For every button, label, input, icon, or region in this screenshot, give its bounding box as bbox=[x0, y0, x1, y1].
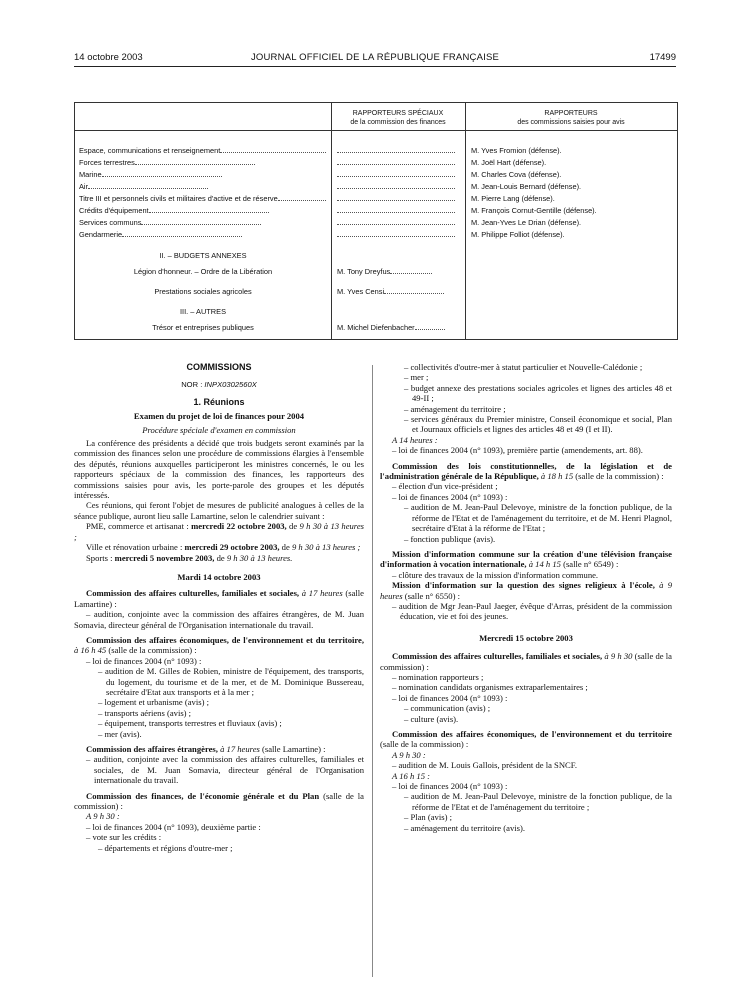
budget-name: Espace, communications et renseignement bbox=[79, 146, 221, 155]
budget-cell: Prestations sociales agricoles bbox=[154, 287, 252, 296]
schedule-line bbox=[74, 521, 364, 542]
leader-dots bbox=[149, 212, 269, 213]
leader-dots bbox=[415, 329, 445, 330]
table-row bbox=[75, 230, 677, 242]
day-heading: Mardi 14 octobre 2003 bbox=[177, 571, 261, 582]
rapporteurs-table bbox=[74, 102, 678, 340]
column-rule bbox=[372, 365, 373, 977]
budget-cell bbox=[79, 170, 327, 179]
meeting-room: (salle de la commission) : bbox=[380, 739, 469, 750]
avis-cell: M. Pierre Lang (défense). bbox=[471, 194, 555, 203]
schedule-line bbox=[74, 553, 364, 563]
commission-name: Commission des affaires culturelles, familiales et sociales, bbox=[392, 651, 603, 662]
agenda-item: – départements et régions d'outre-mer ; bbox=[98, 842, 233, 853]
schedule-time: 9 h 30 à 13 heures ; bbox=[74, 521, 364, 542]
nor-code: INPX0302560X bbox=[204, 380, 257, 390]
page-number: 17499 bbox=[649, 52, 676, 63]
agenda-item: – loi de finances 2004 (n° 1093) : bbox=[392, 781, 508, 792]
agenda-item: – audition de M. Louis Gallois, président de la SNCF. bbox=[392, 760, 578, 771]
header-rule bbox=[74, 66, 676, 67]
agenda-item: – audition de M. Jean-Paul Delevoye, ministre de la fonction publique, de la réforme de l'Etat et de l'aménagement du territoire, et de M. Henri Plagnol, secrétaire d'Etat à la réforme de l'Etat ; bbox=[404, 502, 672, 534]
schedule-time: 9 h 30 à 13 heures. bbox=[226, 552, 293, 563]
agenda-item: – budget annexe des prestations sociales agricoles et lignes des articles 48 et 49-II ; bbox=[404, 382, 672, 404]
special-cell bbox=[337, 182, 457, 191]
mission-name: Mission d'information commune sur la création d'une télévision française d'information à vocation internationale, bbox=[380, 548, 672, 570]
meeting-time: à 17 heures bbox=[299, 588, 343, 599]
avis-cell: M. Yves Fromion (défense). bbox=[471, 146, 562, 155]
meeting-time: A 9 h 30 : bbox=[86, 811, 120, 822]
agenda-item: – loi de finances 2004 (n° 1093), deuxième partie : bbox=[86, 821, 261, 832]
leader-dots bbox=[141, 224, 261, 225]
agenda-item: – aménagement du territoire (avis). bbox=[404, 822, 525, 833]
meeting-time: à 17 heures bbox=[217, 744, 260, 754]
commission-heading bbox=[74, 744, 364, 754]
special-cell bbox=[337, 170, 457, 179]
meeting-room: (salle de la commission) : bbox=[74, 790, 364, 812]
subsection-title: 1. Réunions bbox=[193, 396, 245, 407]
budget-name: Titre III et personnels civils et militaires d'active et de réserve bbox=[79, 194, 278, 203]
avis-cell: M. Charles Cova (défense). bbox=[471, 170, 562, 179]
agenda-item: – nomination candidats organismes extraparlementaires ; bbox=[392, 682, 588, 693]
budget-name: Gendarmerie bbox=[79, 230, 123, 239]
schedule-word: de bbox=[279, 542, 292, 553]
agenda-item: – transports aériens (avis) ; bbox=[98, 707, 192, 718]
table-head-rule bbox=[75, 130, 677, 131]
special-cell bbox=[337, 230, 457, 239]
meeting-room: (salle de la commission) : bbox=[380, 651, 672, 672]
table-row bbox=[75, 206, 677, 218]
schedule-date: mercredi 22 octobre 2003, bbox=[191, 521, 287, 532]
table-row bbox=[75, 146, 677, 158]
leader-dots bbox=[135, 164, 255, 165]
col-head-line: RAPPORTEURS SPÉCIAUX bbox=[352, 110, 444, 117]
mission-heading bbox=[380, 580, 672, 601]
commission-heading bbox=[74, 588, 364, 609]
agenda-item: – audition de Mgr Jean-Paul Jaeger, évêque d'Arras, président de la commission éducation, vie et foi des jeunes. bbox=[392, 600, 672, 622]
meeting-room: (salle de la commission) : bbox=[106, 645, 197, 656]
commission-name: Commission des lois constitutionnelles, de la législation et de l'administration générale de la République, bbox=[380, 460, 672, 482]
special-cell bbox=[337, 287, 459, 296]
day-heading: Mercredi 15 octobre 2003 bbox=[479, 632, 573, 643]
commission-heading bbox=[74, 635, 364, 656]
budget-cell bbox=[79, 230, 327, 239]
leader-dots bbox=[390, 273, 432, 274]
agenda-item: – élection d'un vice-président ; bbox=[392, 481, 498, 492]
meeting-room: (salle Lamartine) : bbox=[259, 744, 326, 754]
nor-line bbox=[74, 380, 364, 390]
schedule-line bbox=[74, 542, 364, 552]
col-head-speciaux bbox=[331, 109, 465, 127]
special-cell bbox=[337, 194, 457, 203]
leader-dots bbox=[337, 212, 455, 213]
leader-dots bbox=[337, 200, 455, 201]
commission-heading bbox=[380, 651, 672, 672]
meeting-time: A 9 h 30 : bbox=[392, 749, 426, 760]
agenda-item: – loi de finances 2004 (n° 1093), première partie (amendements, art. 88). bbox=[392, 445, 643, 456]
special-cell bbox=[337, 323, 459, 332]
special-name: M. Yves Censi bbox=[337, 287, 385, 296]
agenda-item: – aménagement du territoire ; bbox=[404, 403, 506, 414]
commission-name: Commission des affaires étrangères, bbox=[86, 744, 218, 754]
section-title: COMMISSIONS bbox=[186, 362, 252, 372]
meeting-room: (salle n° 6549) : bbox=[560, 559, 619, 570]
special-cell bbox=[337, 158, 457, 167]
meeting-time: à 18 h 15 bbox=[538, 471, 574, 482]
schedule-budget: Sports : bbox=[86, 552, 115, 563]
leader-dots bbox=[337, 164, 455, 165]
agenda-item: – fonction publique (avis). bbox=[404, 533, 496, 544]
agenda-item: – culture (avis). bbox=[404, 713, 459, 724]
meeting-room: (salle de la commission) : bbox=[573, 471, 664, 482]
col-head-line: des commissions saisies pour avis bbox=[517, 119, 625, 126]
schedule-budget: Ville et rénovation urbaine : bbox=[86, 542, 185, 553]
procedure-heading: Procédure spéciale d'examen en commission bbox=[142, 424, 296, 435]
schedule-budget: PME, commerce et artisanat : bbox=[86, 521, 192, 532]
mission-heading bbox=[380, 549, 672, 570]
table-row bbox=[75, 194, 677, 206]
leader-dots bbox=[122, 236, 242, 237]
agenda-item: – loi de finances 2004 (n° 1093) : bbox=[392, 692, 508, 703]
paragraph: La conférence des présidents a décidé que trois budgets seront examinés par la commission des finances selon une procédure de commissions élargies à l'ensemble des députés, réunions auxquelles participeront les ministres concernés, le ou les rapporteurs spéciaux de la commission des finances, les rapporteurs des commissions saisies pour avis, les porte-parole des groupes et les députés intéressés. bbox=[74, 438, 364, 501]
col-head-line: de la commission des finances bbox=[350, 119, 446, 126]
col-head-avis bbox=[465, 109, 677, 127]
avis-cell: M. François Cornut-Gentille (défense). bbox=[471, 206, 597, 215]
agenda-item: – équipement, transports terrestres et fluviaux (avis) ; bbox=[98, 718, 282, 729]
budget-name: Forces terrestres bbox=[79, 158, 135, 167]
commission-heading bbox=[380, 461, 672, 482]
journal-title: JOURNAL OFFICIEL DE LA RÉPUBLIQUE FRANÇAISE bbox=[250, 52, 500, 63]
schedule-date: mercredi 5 novembre 2003, bbox=[114, 552, 215, 563]
agenda-item: – nomination rapporteurs ; bbox=[392, 671, 484, 682]
budget-name: Marine bbox=[79, 170, 102, 179]
meeting-time: à 9 heures bbox=[380, 580, 672, 601]
commission-heading bbox=[380, 729, 672, 750]
leader-dots bbox=[384, 293, 444, 294]
agenda-item: – vote sur les crédits : bbox=[86, 832, 162, 843]
special-cell bbox=[337, 218, 457, 227]
agenda-item: – audition, conjointe avec la commission des affaires culturelles, familiales et sociales, de M. Juan Somavia, directeur général de l'Organisation internationale du travail. bbox=[86, 754, 364, 786]
budget-name: Air bbox=[79, 182, 89, 191]
agenda-item: – communication (avis) ; bbox=[404, 703, 491, 714]
agenda-item: – collectivités d'outre-mer à statut particulier et Nouvelle-Calédonie ; bbox=[404, 362, 643, 372]
meeting-room: (salle n° 6550) : bbox=[402, 590, 460, 601]
meeting-time: A 16 h 15 : bbox=[392, 770, 431, 781]
table-row bbox=[75, 218, 677, 230]
agenda-item: – clôture des travaux de la mission d'information commune. bbox=[392, 569, 599, 580]
budget-name: Services communs bbox=[79, 218, 142, 227]
table-row bbox=[75, 170, 677, 182]
agenda-item: – logement et urbanisme (avis) ; bbox=[98, 697, 209, 708]
paragraph: Ces réunions, qui feront l'objet de mesures de publicité analogues à celles de la séance publique, auront lieu salle Lamartine, selon le calendrier suivant : bbox=[74, 500, 364, 521]
leader-dots bbox=[337, 224, 455, 225]
commission-name: Commission des affaires économiques, de l'environnement et du territoire bbox=[392, 729, 672, 739]
agenda-item: – Plan (avis) ; bbox=[404, 812, 452, 823]
agenda-item: – mer ; bbox=[404, 372, 429, 383]
mission-name: Mission d'information sur la question des signes religieux à l'école, bbox=[392, 580, 655, 591]
budget-cell: Trésor et entreprises publiques bbox=[152, 323, 254, 332]
meeting-time: A 14 heures : bbox=[392, 434, 438, 445]
commission-name: Commission des affaires culturelles, familiales et sociales, bbox=[86, 588, 300, 599]
avis-cell: M. Joël Hart (défense). bbox=[471, 158, 547, 167]
commission-name: Commission des finances, de l'économie générale et du Plan bbox=[86, 790, 320, 801]
table-row bbox=[75, 323, 677, 335]
agenda-item: – services généraux du Premier ministre, Conseil économique et social, Plan et Journaux officiels et lignes des articles 48 et 49 (I et II). bbox=[404, 414, 672, 435]
table-row bbox=[75, 287, 677, 299]
nor-label: NOR : bbox=[181, 380, 205, 390]
schedule-time: 9 h 30 à 13 heures ; bbox=[291, 542, 361, 553]
agenda-item: – loi de finances 2004 (n° 1093) : bbox=[86, 655, 202, 666]
leader-dots bbox=[88, 188, 208, 189]
agenda-item: – audition, conjointe avec la commission des affaires étrangères, de M. Juan Somavia, directeur général de l'Organisation internationale du travail. bbox=[74, 609, 364, 630]
agenda-item: – audition de M. Gilles de Robien, ministre de l'équipement, des transports, du logement, du tourisme et de la mer, et de M. Dominique Bussereau, secrétaire d'Etat aux transports et à la mer ; bbox=[98, 666, 364, 697]
examen-heading: Examen du projet de loi de finances pour 2004 bbox=[133, 411, 305, 422]
meeting-room: (salle Lamartine) : bbox=[74, 588, 364, 609]
meeting-time: à 14 h 15 bbox=[526, 559, 561, 570]
table-row bbox=[75, 158, 677, 170]
leader-dots bbox=[102, 176, 222, 177]
commission-name: Commission des affaires économiques, de l'environnement et du territoire, bbox=[86, 634, 364, 645]
schedule-word: de bbox=[286, 521, 300, 532]
special-name: M. Michel Diefenbacher bbox=[337, 323, 415, 332]
commission-heading bbox=[74, 791, 364, 812]
section-budgets-annexes: II. – BUDGETS ANNEXES bbox=[159, 251, 247, 260]
leader-dots bbox=[337, 176, 455, 177]
special-cell bbox=[337, 206, 457, 215]
budget-cell bbox=[79, 146, 327, 155]
col-head-line: RAPPORTEURS bbox=[544, 110, 598, 117]
left-column bbox=[74, 362, 364, 853]
budget-cell: Légion d'honneur. – Ordre de la Libération bbox=[133, 267, 273, 276]
table-row bbox=[75, 267, 677, 279]
budget-cell bbox=[79, 206, 327, 215]
leader-dots bbox=[337, 236, 455, 237]
meeting-time: à 9 h 30 bbox=[602, 651, 633, 662]
budget-cell bbox=[79, 182, 327, 191]
special-cell bbox=[337, 146, 457, 155]
right-column bbox=[380, 362, 672, 833]
agenda-item: – audition de M. Jean-Paul Delevoye, ministre de la fonction publique, de la réforme de l'Etat et de l'aménagement du territoire ; bbox=[404, 791, 672, 812]
issue-date: 14 octobre 2003 bbox=[74, 52, 143, 63]
schedule-date: mercredi 29 octobre 2003, bbox=[184, 542, 280, 553]
budget-cell bbox=[79, 158, 327, 167]
schedule-word: de bbox=[214, 552, 227, 563]
special-cell bbox=[337, 267, 459, 276]
table-row bbox=[75, 182, 677, 194]
agenda-item: – mer (avis). bbox=[98, 728, 142, 739]
budget-name: Crédits d'équipement bbox=[79, 206, 149, 215]
section-autres: III. – AUTRES bbox=[180, 307, 226, 316]
budget-cell bbox=[79, 194, 327, 203]
avis-cell: M. Philippe Folliot (défense). bbox=[471, 230, 565, 239]
meeting-time: à 16 h 45 bbox=[74, 645, 107, 656]
budget-cell bbox=[79, 218, 327, 227]
avis-cell: M. Jean-Louis Bernard (défense). bbox=[471, 182, 582, 191]
special-name: M. Tony Dreyfus bbox=[337, 267, 391, 276]
leader-dots bbox=[278, 200, 327, 201]
avis-cell: M. Jean-Yves Le Drian (défense). bbox=[471, 218, 582, 227]
agenda-item: – loi de finances 2004 (n° 1093) : bbox=[392, 491, 508, 502]
leader-dots bbox=[337, 188, 455, 189]
leader-dots bbox=[220, 152, 327, 153]
leader-dots bbox=[337, 152, 455, 153]
